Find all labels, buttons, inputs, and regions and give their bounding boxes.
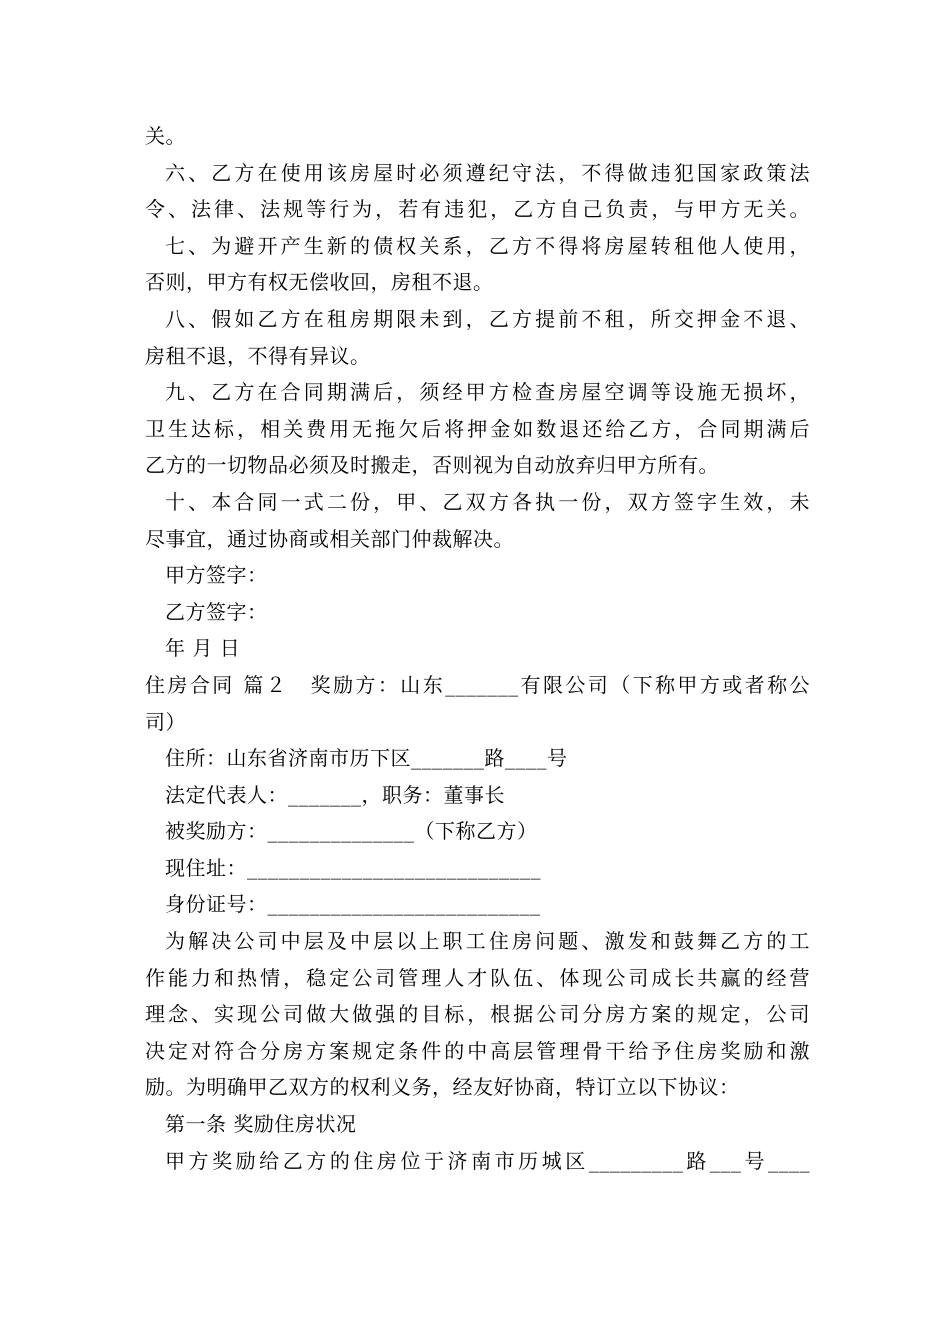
text-line: 第一条 奖励住房状况 — [165, 1112, 357, 1137]
text-line: 乙方的一切物品必须及时搬走，否则视为自动放弃归甲方所有。 — [145, 453, 719, 478]
text-line: 甲方签字： — [165, 563, 268, 588]
text-line: 决定对符合分房方案规定条件的中高层管理骨干给予住房奖励和激 — [145, 1038, 810, 1063]
text-line: 为解决公司中层及中层以上职工住房问题、激发和鼓舞乙方的工 — [165, 929, 810, 954]
text-line: 关。 — [145, 124, 186, 148]
text-line: 身份证号：__________________________ — [165, 892, 541, 917]
text-line: 法定代表人：_______，职务：董事长 — [165, 782, 505, 807]
text-line: 住房合同 篇２ 奖励方：山东_______有限公司（下称甲方或者称公 — [145, 672, 810, 697]
text-line: 甲方奖励给乙方的住房位于济南市历城区_________路___号____ — [165, 1148, 810, 1173]
text-line: 八、假如乙方在租房期限未到，乙方提前不租，所交押金不退、 — [165, 306, 810, 331]
text-line: 九、乙方在合同期满后，须经甲方检查房屋空调等设施无损坏， — [165, 380, 810, 405]
text-line: 现住址：____________________________ — [165, 855, 541, 880]
text-line: 乙方签字： — [165, 599, 268, 624]
text-line: 理念、实现公司做大做强的目标，根据公司分房方案的规定，公司 — [145, 1002, 810, 1027]
text-line: 七、为避开产生新的债权关系，乙方不得将房屋转租他人使用， — [165, 233, 810, 258]
text-line: 六、乙方在使用该房屋时必须遵纪守法，不得做违犯国家政策法 — [165, 160, 810, 185]
text-line: 司） — [145, 709, 186, 734]
text-line: 十、本合同一式二份，甲、乙双方各执一份，双方签字生效，未 — [165, 489, 810, 514]
text-line: 令、法律、法规等行为，若有违犯，乙方自己负责，与甲方无关。 — [145, 197, 810, 222]
text-line: 作能力和热情，稳定公司管理人才队伍、体现公司成长共赢的经营 — [145, 965, 810, 990]
text-line: 住所：山东省济南市历下区_______路____号 — [165, 746, 568, 771]
text-line: 卫生达标，相关费用无拖欠后将押金如数退还给乙方，合同期满后 — [145, 416, 810, 441]
text-line: 尽事宜，通过协商或相关部门仲裁解决。 — [145, 526, 514, 551]
document-body — [145, 118, 810, 1179]
text-line: 房租不退，不得有异议。 — [145, 343, 371, 368]
text-line: 否则，甲方有权无偿收回，房租不退。 — [145, 270, 494, 295]
text-line: 年 月 日 — [165, 636, 241, 661]
text-line: 被奖励方：______________（下称乙方） — [165, 819, 538, 844]
text-line: 励。为明确甲乙双方的权利义务，经友好协商，特订立以下协议： — [145, 1075, 740, 1100]
